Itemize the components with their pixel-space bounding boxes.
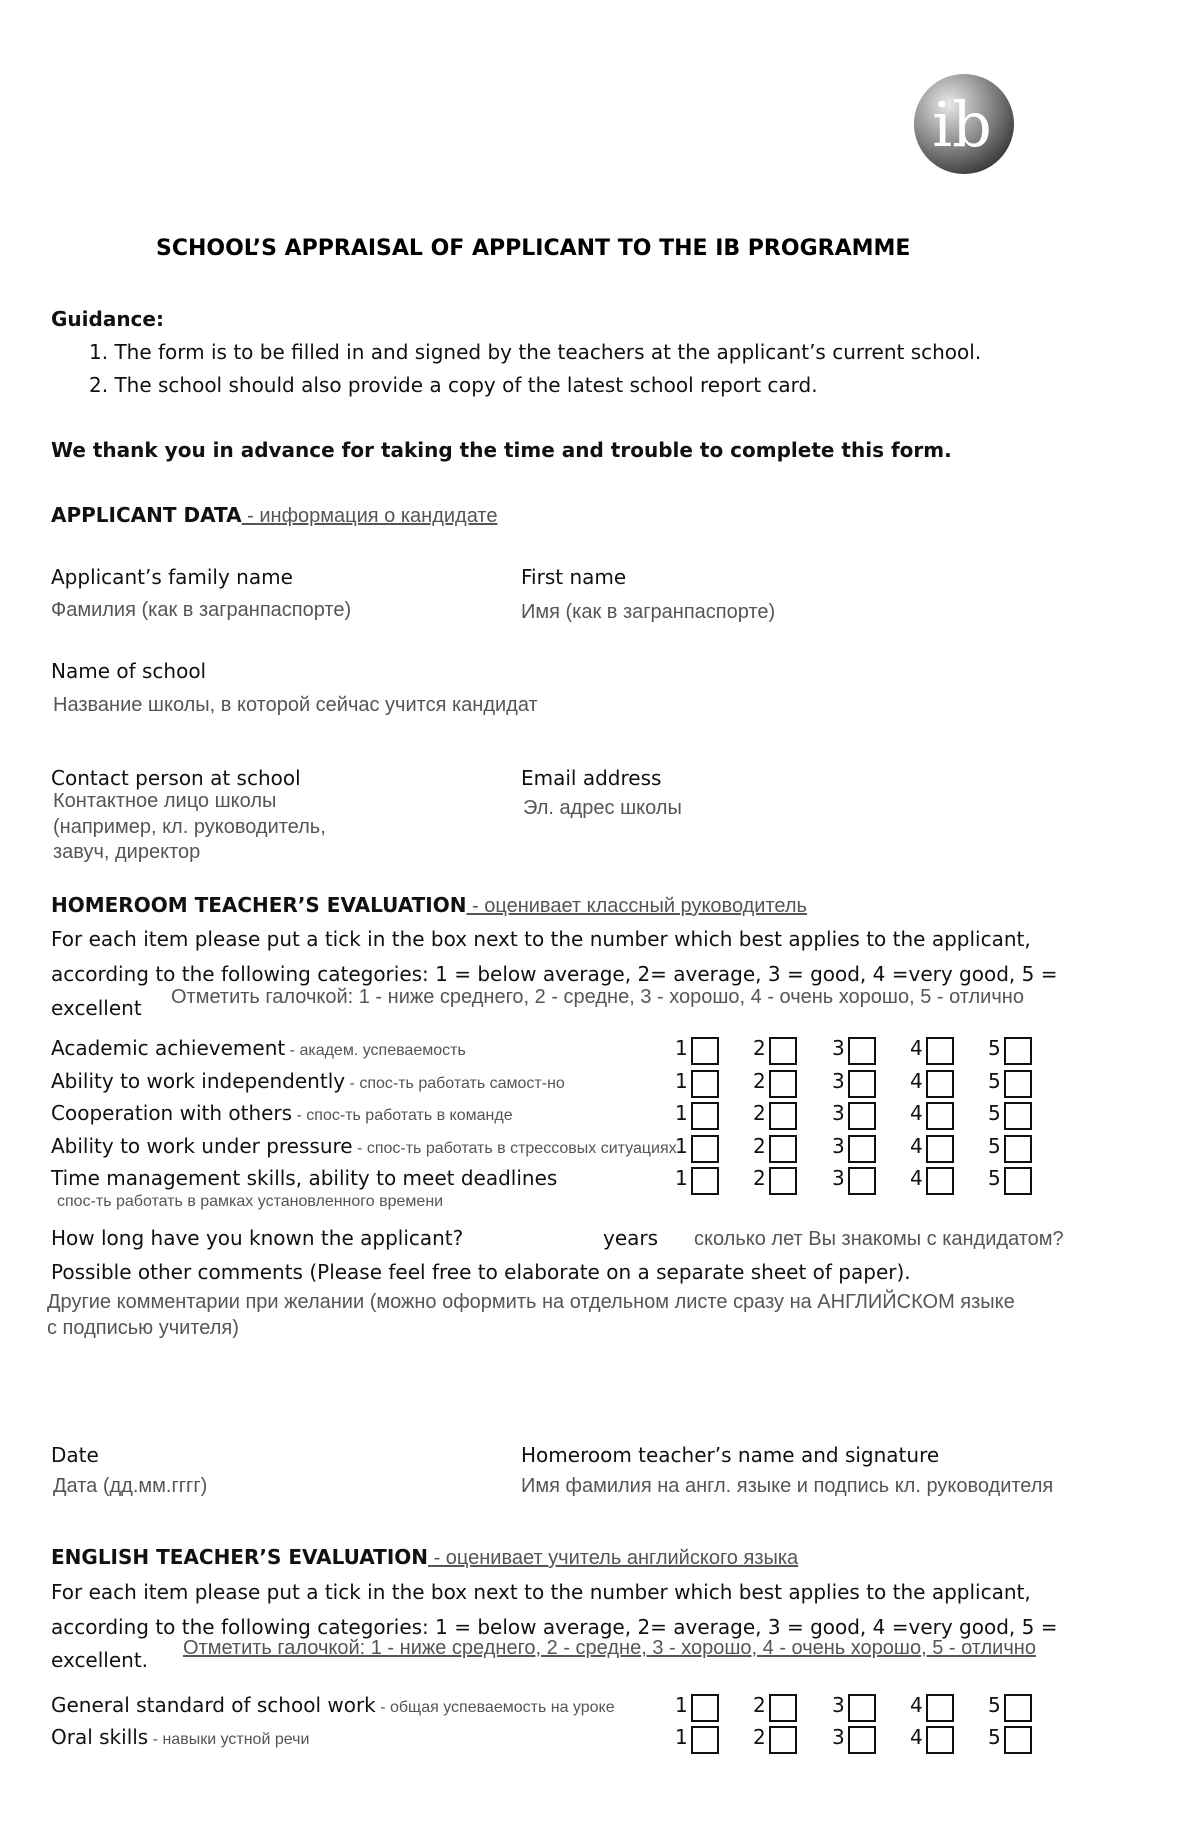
- english-scale-number: 4: [910, 1693, 923, 1717]
- english-scale-number: 5: [988, 1725, 1001, 1749]
- homeroom-scale-number: 5: [988, 1134, 1001, 1158]
- homeroom-rating-checkbox[interactable]: [691, 1037, 719, 1065]
- homeroom-scale-number: 4: [910, 1036, 923, 1060]
- years-known-question: How long have you known the applicant?: [51, 1226, 464, 1250]
- time-management-hint: спос-ть работать в рамках установленного времени: [57, 1193, 444, 1210]
- english-scale-number: 5: [988, 1693, 1001, 1717]
- homeroom-heading: HOMEROOM TEACHER’S EVALUATION: [51, 893, 467, 917]
- guidance-item-2: 2. The school should also provide a copy of the latest school report card.: [89, 373, 818, 397]
- homeroom-scale-number: 3: [832, 1166, 845, 1190]
- english-row-label: General standard of school work: [51, 1693, 376, 1717]
- guidance-item-1: 1. The form is to be filled in and signed by the teachers at the applicant’s current school.: [89, 340, 982, 364]
- english-rating-checkbox[interactable]: [926, 1726, 954, 1754]
- homeroom-scale-number: 1: [675, 1134, 688, 1158]
- homeroom-scale-number: 3: [832, 1134, 845, 1158]
- homeroom-rating-checkbox[interactable]: [926, 1102, 954, 1130]
- english-section-heading: [51, 1545, 798, 1570]
- homeroom-scale-number: 2: [753, 1166, 766, 1190]
- homeroom-scale-number: 4: [910, 1101, 923, 1125]
- homeroom-rating-checkbox[interactable]: [769, 1167, 797, 1195]
- english-row-hint: - общая успеваемость на уроке: [375, 1699, 615, 1716]
- homeroom-scale-number: 1: [675, 1036, 688, 1060]
- english-row-1: [51, 1693, 615, 1717]
- years-unit: years: [603, 1226, 659, 1250]
- homeroom-scale-number: 1: [675, 1101, 688, 1125]
- homeroom-rating-checkbox[interactable]: [1004, 1037, 1032, 1065]
- signature-hint: Имя фамилия на англ. языке и подпись кл. руководителя: [521, 1475, 1054, 1497]
- homeroom-rating-checkbox[interactable]: [1004, 1102, 1032, 1130]
- homeroom-rating-checkbox[interactable]: [848, 1037, 876, 1065]
- first-name-hint: Имя (как в загранпаспорте): [521, 601, 776, 623]
- homeroom-row-hint: - спос-ть работать в команде: [292, 1107, 513, 1124]
- school-name-label: Name of school: [51, 659, 207, 683]
- english-instructions-3: excellent.: [51, 1648, 149, 1672]
- homeroom-row-3: [51, 1101, 513, 1125]
- logo-text: ib: [932, 88, 992, 161]
- homeroom-rating-checkbox[interactable]: [769, 1135, 797, 1163]
- applicant-section-heading: [51, 503, 497, 528]
- guidance-heading: Guidance:: [51, 307, 164, 331]
- homeroom-scale-number: 2: [753, 1134, 766, 1158]
- homeroom-section-heading: [51, 893, 807, 918]
- english-scale-number: 3: [832, 1693, 845, 1717]
- page-title: SCHOOL’S APPRAISAL OF APPLICANT TO THE IB PROGRAMME: [156, 236, 911, 261]
- english-heading-ru: - оценивает учитель английского языка: [428, 1547, 799, 1569]
- homeroom-row-label: Ability to work under pressure: [51, 1134, 353, 1158]
- homeroom-scale-number: 1: [675, 1069, 688, 1093]
- english-instructions-1: For each item please put a tick in the box next to the number which best applies to the applicant,: [51, 1580, 1031, 1604]
- homeroom-rating-checkbox[interactable]: [926, 1135, 954, 1163]
- homeroom-rating-checkbox[interactable]: [691, 1135, 719, 1163]
- homeroom-row-hint: - академ. успеваемость: [285, 1042, 466, 1059]
- homeroom-rating-checkbox[interactable]: [769, 1070, 797, 1098]
- homeroom-instructions-1: For each item please put a tick in the box next to the number which best applies to the applicant,: [51, 927, 1031, 951]
- homeroom-row-hint: - спос-ть работать в стрессовых ситуациях: [352, 1140, 677, 1157]
- homeroom-row-hint: - спос-ть работать самост-но: [345, 1075, 565, 1092]
- homeroom-rating-checkbox[interactable]: [926, 1167, 954, 1195]
- contact-person-label: Contact person at school: [51, 766, 301, 790]
- school-name-hint: Название школы, в которой сейчас учится кандидат: [53, 694, 538, 716]
- homeroom-heading-ru: - оценивает классный руководитель: [466, 895, 807, 917]
- homeroom-row-4: [51, 1134, 677, 1158]
- email-hint: Эл. адрес школы: [523, 797, 682, 819]
- english-rating-checkbox[interactable]: [1004, 1694, 1032, 1722]
- homeroom-scale-number: 1: [675, 1166, 688, 1190]
- first-name-label: First name: [521, 565, 627, 589]
- thanks-text: We thank you in advance for taking the time and trouble to complete this form.: [51, 438, 952, 462]
- homeroom-row-2: [51, 1069, 565, 1093]
- english-rating-checkbox[interactable]: [848, 1694, 876, 1722]
- homeroom-row-5: [51, 1166, 557, 1190]
- homeroom-instructions-ru: Отметить галочкой: 1 - ниже среднего, 2 - средне, 3 - хорошо, 4 - очень хорошо, 5 - отлично: [171, 986, 1024, 1008]
- homeroom-scale-number: 3: [832, 1101, 845, 1125]
- english-rating-checkbox[interactable]: [691, 1694, 719, 1722]
- comments-hint-2: с подписью учителя): [47, 1317, 239, 1339]
- contact-person-hint-2: (например, кл. руководитель,: [53, 816, 326, 838]
- email-label: Email address: [521, 766, 662, 790]
- english-heading: ENGLISH TEACHER’S EVALUATION: [51, 1545, 429, 1569]
- english-rating-checkbox[interactable]: [848, 1726, 876, 1754]
- english-rating-checkbox[interactable]: [769, 1726, 797, 1754]
- homeroom-row-label: Academic achievement: [51, 1036, 286, 1060]
- english-rating-checkbox[interactable]: [1004, 1726, 1032, 1754]
- english-row-2: [51, 1725, 309, 1749]
- english-row-label: Oral skills: [51, 1725, 149, 1749]
- english-scale-number: 2: [753, 1725, 766, 1749]
- homeroom-rating-checkbox[interactable]: [1004, 1135, 1032, 1163]
- family-name-label: Applicant’s family name: [51, 565, 293, 589]
- homeroom-scale-number: 4: [910, 1166, 923, 1190]
- homeroom-scale-number: 5: [988, 1069, 1001, 1093]
- english-rating-checkbox[interactable]: [926, 1694, 954, 1722]
- homeroom-rating-checkbox[interactable]: [848, 1102, 876, 1130]
- homeroom-rating-checkbox[interactable]: [926, 1070, 954, 1098]
- homeroom-scale-number: 2: [753, 1101, 766, 1125]
- homeroom-rating-checkbox[interactable]: [769, 1037, 797, 1065]
- homeroom-rating-checkbox[interactable]: [1004, 1167, 1032, 1195]
- english-scale-number: 4: [910, 1725, 923, 1749]
- homeroom-scale-number: 3: [832, 1036, 845, 1060]
- homeroom-rating-checkbox[interactable]: [848, 1167, 876, 1195]
- date-label: Date: [51, 1443, 99, 1467]
- contact-person-hint-3: завуч, директор: [53, 841, 201, 863]
- homeroom-scale-number: 2: [753, 1069, 766, 1093]
- english-scale-number: 1: [675, 1693, 688, 1717]
- english-rating-checkbox[interactable]: [691, 1726, 719, 1754]
- homeroom-rating-checkbox[interactable]: [691, 1167, 719, 1195]
- homeroom-instructions-3: excellent: [51, 996, 142, 1020]
- homeroom-scale-number: 5: [988, 1036, 1001, 1060]
- signature-label: Homeroom teacher’s name and signature: [521, 1443, 940, 1467]
- english-scale-number: 2: [753, 1693, 766, 1717]
- contact-person-hint-1: Контактное лицо школы: [53, 790, 277, 812]
- years-known-hint: сколько лет Вы знакомы с кандидатом?: [694, 1228, 1064, 1250]
- english-scale-number: 1: [675, 1725, 688, 1749]
- homeroom-scale-number: 3: [832, 1069, 845, 1093]
- homeroom-rating-checkbox[interactable]: [691, 1102, 719, 1130]
- homeroom-instructions-2: according to the following categories: 1 = below average, 2= average, 3 = good, 4 =very good, 5 =: [51, 962, 1058, 986]
- applicant-heading: APPLICANT DATA: [51, 503, 242, 527]
- comments-hint-1: Другие комментарии при желании (можно оформить на отдельном листе сразу на АНГЛИЙСКОМ языке: [47, 1291, 1015, 1313]
- ib-logo-icon: [912, 72, 1016, 176]
- homeroom-rating-checkbox[interactable]: [769, 1102, 797, 1130]
- homeroom-scale-number: 5: [988, 1166, 1001, 1190]
- homeroom-row-label: Time management skills, ability to meet deadlines: [51, 1166, 558, 1190]
- homeroom-row-1: [51, 1036, 466, 1060]
- homeroom-row-label: Cooperation with others: [51, 1101, 293, 1125]
- homeroom-rating-checkbox[interactable]: [1004, 1070, 1032, 1098]
- homeroom-rating-checkbox[interactable]: [691, 1070, 719, 1098]
- english-instructions-2: according to the following categories: 1 = below average, 2= average, 3 = good, 4 =very good, 5 =: [51, 1615, 1058, 1639]
- applicant-heading-ru: - информация о кандидате: [241, 505, 498, 527]
- english-instructions-ru: Отметить галочкой: 1 - ниже среднего, 2 - средне, 3 - хорошо, 4 - очень хорошо, 5 - отлично: [183, 1637, 1036, 1659]
- homeroom-rating-checkbox[interactable]: [926, 1037, 954, 1065]
- homeroom-rating-checkbox[interactable]: [848, 1070, 876, 1098]
- homeroom-rating-checkbox[interactable]: [848, 1135, 876, 1163]
- homeroom-scale-number: 2: [753, 1036, 766, 1060]
- homeroom-scale-number: 5: [988, 1101, 1001, 1125]
- comments-label: Possible other comments (Please feel free to elaborate on a separate sheet of paper).: [51, 1260, 911, 1284]
- english-rating-checkbox[interactable]: [769, 1694, 797, 1722]
- date-hint: Дата (дд.мм.гггг): [53, 1475, 208, 1497]
- homeroom-scale-number: 4: [910, 1134, 923, 1158]
- homeroom-row-label: Ability to work independently: [51, 1069, 346, 1093]
- english-row-hint: - навыки устной речи: [148, 1731, 310, 1748]
- family-name-hint: Фамилия (как в загранпаспорте): [51, 599, 352, 621]
- english-scale-number: 3: [832, 1725, 845, 1749]
- homeroom-scale-number: 4: [910, 1069, 923, 1093]
